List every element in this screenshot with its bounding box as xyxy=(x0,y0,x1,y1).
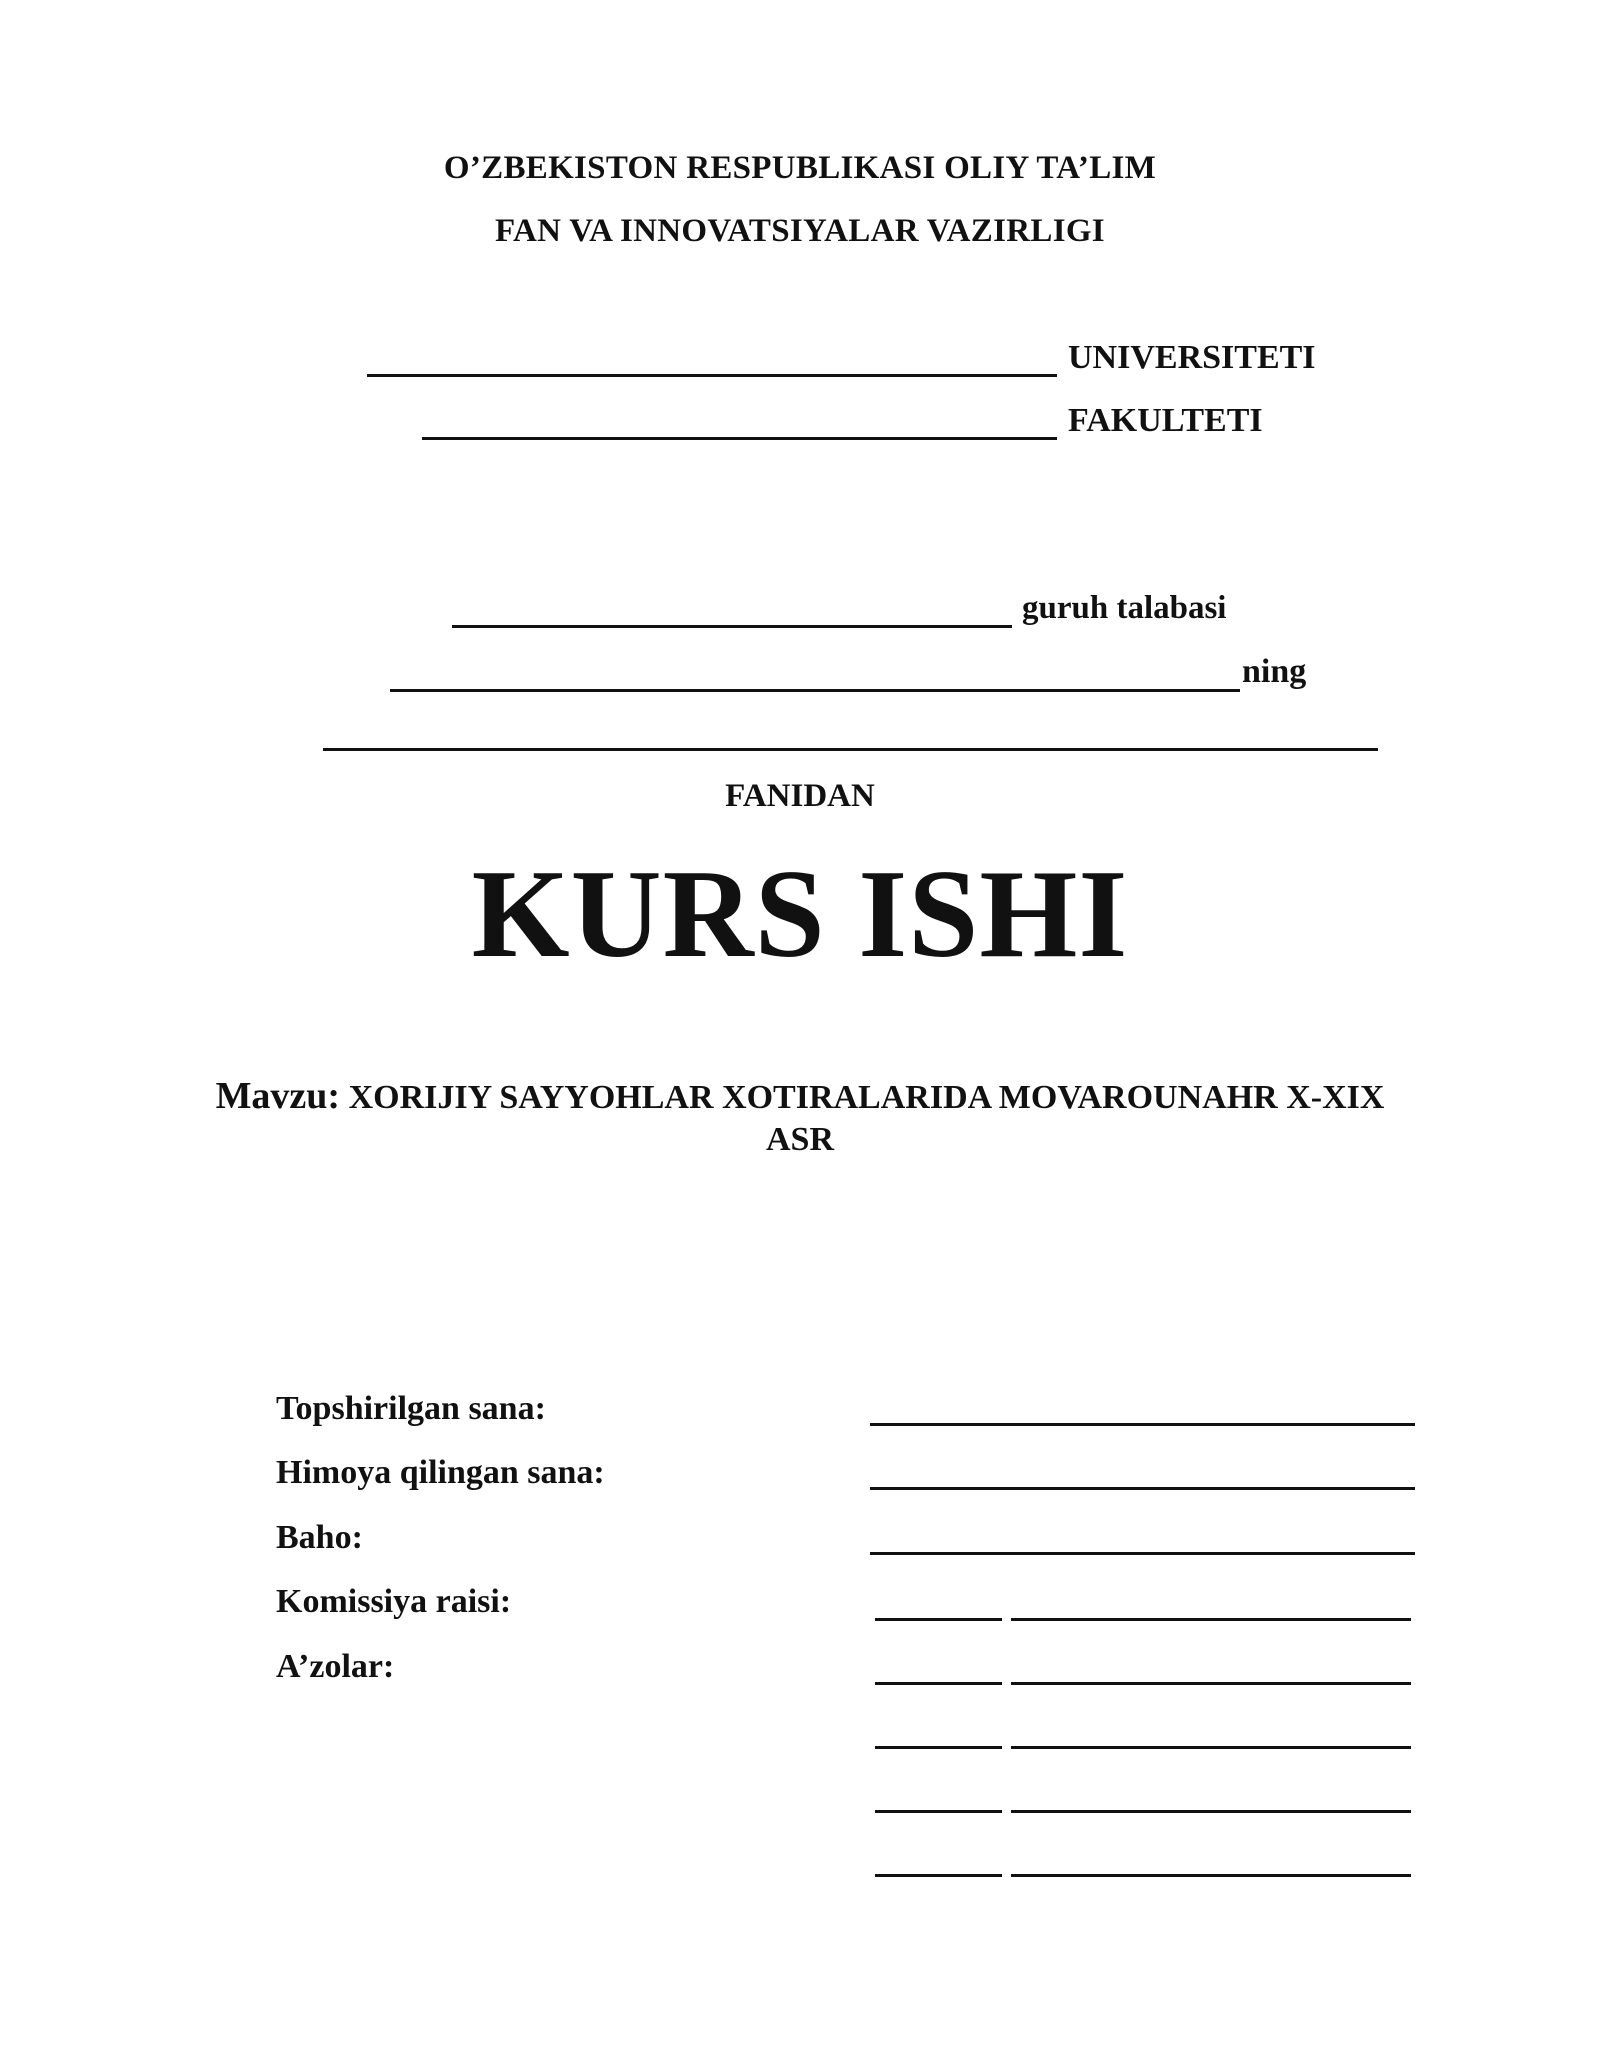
submitted-date-blank-line[interactable] xyxy=(870,1423,1415,1426)
ministry-title-line-2: FAN VA INNOVATSIYALAR VAZIRLIGI xyxy=(495,213,1105,249)
faculty-label: FAKULTETI xyxy=(1068,402,1263,439)
defended-date-label: Himoya qilingan sana: xyxy=(276,1454,605,1491)
commission-chair-label: Komissiya raisi: xyxy=(276,1583,512,1620)
chair-signature-blank-line[interactable] xyxy=(875,1618,1002,1621)
university-label: UNIVERSITETI xyxy=(1068,339,1316,376)
group-student-label: guruh talabasi xyxy=(1022,590,1227,626)
topic-text-line-1: XORIJIY SAYYOHLAR XOTIRALARIDA MOVAROUNAHR X-XIX xyxy=(348,1079,1385,1116)
subject-label: FANIDAN xyxy=(725,778,875,814)
topic-prefix: Mavzu: xyxy=(215,1075,341,1117)
subject-blank-line[interactable] xyxy=(323,748,1378,751)
chair-name-blank-line[interactable] xyxy=(1011,1618,1411,1621)
member-3-signature-blank-line[interactable] xyxy=(875,1810,1002,1813)
member-3-name-blank-line[interactable] xyxy=(1011,1810,1411,1813)
student-name-blank-line[interactable] xyxy=(390,689,1240,692)
member-2-name-blank-line[interactable] xyxy=(1011,1746,1411,1749)
grade-label: Baho: xyxy=(276,1519,363,1556)
ministry-title-line-1: O’ZBEKISTON RESPUBLIKASI OLIY TA’LIM xyxy=(443,150,1157,186)
member-1-name-blank-line[interactable] xyxy=(1011,1682,1411,1685)
members-label: A’zolar: xyxy=(276,1648,395,1685)
faculty-blank-line[interactable] xyxy=(422,437,1057,440)
document-title: KURS ISHI xyxy=(471,845,1129,984)
defended-date-blank-line[interactable] xyxy=(870,1487,1415,1490)
submitted-date-label: Topshirilgan sana: xyxy=(276,1390,546,1427)
member-4-name-blank-line[interactable] xyxy=(1011,1874,1411,1877)
member-1-signature-blank-line[interactable] xyxy=(875,1682,1002,1685)
member-4-signature-blank-line[interactable] xyxy=(875,1874,1002,1877)
topic-text-line-2: ASR xyxy=(765,1121,835,1158)
grade-blank-line[interactable] xyxy=(870,1552,1415,1555)
student-name-suffix: ning xyxy=(1242,653,1307,690)
topic-line-1 xyxy=(0,1074,1600,1120)
university-blank-line[interactable] xyxy=(367,374,1057,377)
group-blank-line[interactable] xyxy=(452,625,1012,628)
member-2-signature-blank-line[interactable] xyxy=(875,1746,1002,1749)
